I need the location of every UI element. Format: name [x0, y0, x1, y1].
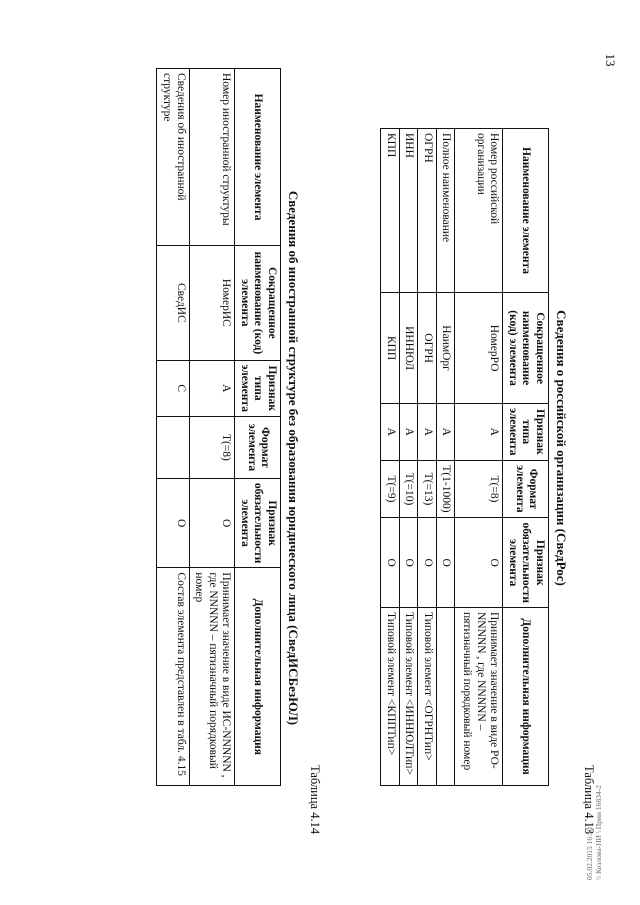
column-header: Сокращенное наименование (код) элемента — [503, 293, 549, 404]
table-cell: T(1-1000) — [436, 460, 455, 518]
table-cell: А — [189, 360, 235, 416]
table-cell: Типовой элемент <КППТип> — [381, 607, 400, 785]
stamp-line: \\ Козлова-НИ \ Прин 16834-2 — [594, 785, 603, 880]
table-cell: НомерИС — [189, 246, 235, 360]
table-cell: Сведения об иностранной структуре — [157, 69, 189, 246]
table-cell: СведИС — [157, 246, 189, 360]
table-cell: КПП — [381, 129, 400, 293]
table-title: Сведения об иностранной структуре без образования юридического лица (СведИСБезЮЛ) — [286, 190, 301, 726]
column-header: Наименование элемента — [503, 129, 549, 293]
table-cell: ИННЮЛ — [399, 293, 418, 404]
table-cell: НомерРО — [455, 293, 503, 404]
table-cell: О — [157, 478, 189, 568]
table-cell: О — [189, 478, 235, 568]
elements-table — [157, 68, 282, 786]
table-cell: Номер российской организации — [455, 129, 503, 293]
rotated-page-content — [44, 38, 604, 878]
table-cell: T(=9) — [381, 460, 400, 518]
column-header: Признак типа элемента — [503, 404, 549, 460]
table-header-row — [235, 69, 281, 786]
table-cell: А — [455, 404, 503, 460]
table-cell: О — [381, 518, 400, 608]
table-cell — [436, 607, 455, 785]
table-cell: А — [381, 404, 400, 460]
table-row — [436, 129, 455, 786]
table-cell: T(=13) — [418, 460, 437, 518]
column-header: Признак обязательности элемента — [235, 478, 281, 568]
table-row — [455, 129, 503, 786]
column-header: Наименование элемента — [235, 69, 281, 246]
table-header-row — [503, 129, 549, 786]
table-row — [157, 69, 189, 786]
table-cell: О — [455, 518, 503, 608]
table-cell — [157, 416, 189, 478]
table-cell: Типовой элемент <ИННЮЛТип> — [399, 607, 418, 785]
table-cell: Полное наименование — [436, 129, 455, 293]
table-cell: О — [418, 518, 437, 608]
table-cell: О — [399, 518, 418, 608]
table-cell: T(=10) — [399, 460, 418, 518]
table-cell: T(=8) — [189, 416, 235, 478]
table-caption: Таблица 4.14 — [308, 765, 322, 835]
column-header: Дополнительная информация — [235, 568, 281, 786]
table-cell: ОГРН — [418, 293, 437, 404]
table-row — [381, 129, 400, 786]
table-cell: А — [399, 404, 418, 460]
table-cell: ОГРН — [418, 129, 437, 293]
elements-table — [380, 128, 549, 786]
table-cell: Принимает значение в виде ИС-NNNNN , где NNNNN – пятизначный порядковый номер — [189, 568, 235, 786]
column-header: Признак обязательности элемента — [503, 518, 549, 608]
table-title: Сведения о российской организации (СведРос) — [554, 310, 569, 586]
table-cell: А — [418, 404, 437, 460]
table-cell: С — [157, 360, 189, 416]
stamp-line: 05.02.2015 16:50 — [585, 827, 594, 880]
table-cell: Типовой элемент <ОГРНТип> — [418, 607, 437, 785]
table-cell: НаимОрг — [436, 293, 455, 404]
table-cell: T(=8) — [455, 460, 503, 518]
table-caption: Таблица 4.13 — [582, 765, 596, 835]
table-cell: КПП — [381, 293, 400, 404]
table-cell: О — [436, 518, 455, 608]
table-cell: Принимает значение в виде РО-NNNNN , где NNNNN – пятизначный порядковый номер — [455, 607, 503, 785]
table-cell: Состав элемента представлен в табл. 4.15 — [157, 568, 189, 786]
table-row — [418, 129, 437, 786]
table-cell: Номер иностранной структуры — [189, 69, 235, 246]
table-cell: ИНН — [399, 129, 418, 293]
column-header: Формат элемента — [503, 460, 549, 518]
table-cell: А — [436, 404, 455, 460]
column-header: Формат элемента — [235, 416, 281, 478]
column-header: Сокращенное наименование (код) элемента — [235, 246, 281, 360]
column-header: Признак типа элемента — [235, 360, 281, 416]
table-row — [399, 129, 418, 786]
page-number: 13 — [603, 53, 618, 67]
table-row — [189, 69, 235, 786]
column-header: Дополнительная информация — [503, 607, 549, 785]
